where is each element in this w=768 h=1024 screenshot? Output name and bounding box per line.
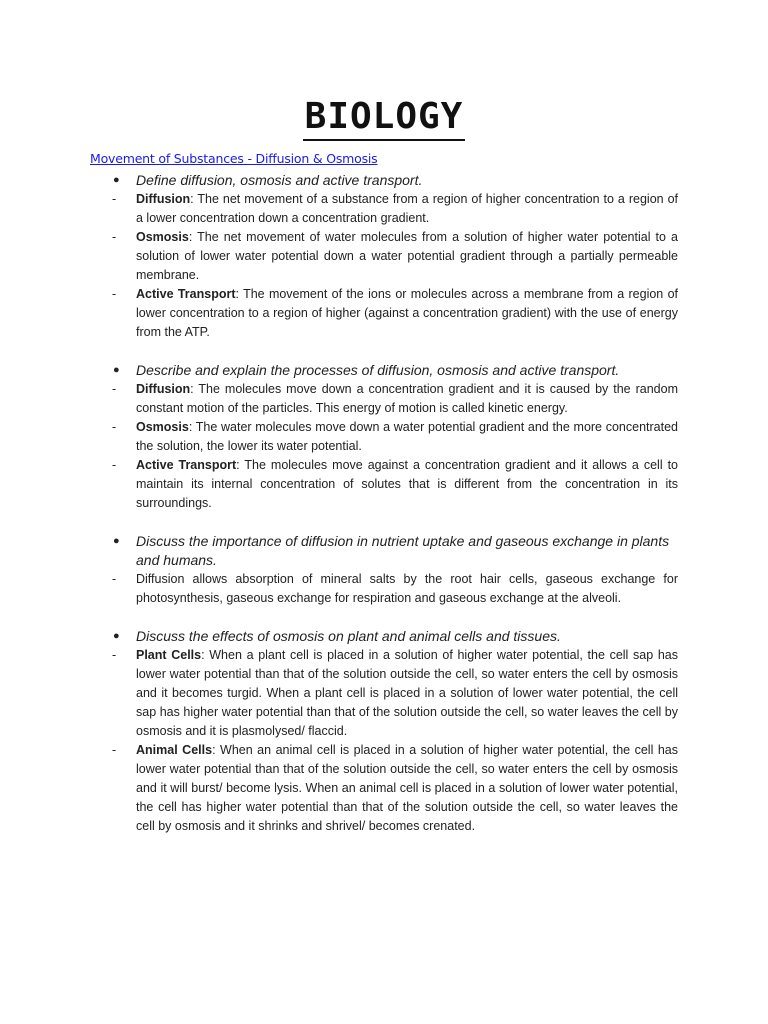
dash-marker: - (112, 648, 117, 662)
item-text: : When an animal cell is placed in a solution of higher water potential, the cell has lower water potential than that of the solution outside the cell, so water enters the cell by osmosis and it will burst/ become lysis. When an animal cell is placed in a solution of lower water potential, the cell has higher water potential than that of the solution outside the cell, so water leaves the cell by osmosis and it shrinks and shrivel/ becomes crenated. (136, 743, 679, 833)
section-processes (0, 361, 768, 513)
bullet-icon: ● (113, 174, 120, 186)
item-text: : The molecules move against a concentration gradient and it allows a cell to maintain its internal concentration of solutes that is different from the concentration in its surroundings. (136, 458, 679, 510)
item-term: Animal Cells (136, 743, 213, 757)
question-text: Discuss the effects of osmosis on plant and animal cells and tissues. (136, 628, 561, 644)
item-term: Osmosis (136, 230, 189, 244)
section-osmosis-effects (0, 627, 768, 836)
bullet-icon: ● (113, 364, 120, 376)
list-item (0, 570, 768, 608)
item-text: : The water molecules move down a water potential gradient and the more concentrated the solution, the lower its water potential. (136, 420, 678, 453)
bullet-icon: ● (113, 535, 120, 547)
page-title: BIOLOGY (303, 96, 466, 141)
page-title-wrap (0, 96, 768, 141)
dash-marker: - (112, 572, 117, 586)
item-text: : The molecules move down a concentration gradient and it is caused by the random constant motion of the particles. This energy of motion is called kinetic energy. (136, 382, 678, 415)
question-text: Define diffusion, osmosis and active transport. (136, 172, 423, 188)
list-item (0, 418, 768, 456)
list-item (0, 285, 768, 342)
item-term: Plant Cells (136, 648, 202, 662)
dash-marker: - (112, 287, 117, 301)
question (0, 532, 768, 570)
item-term: Active Transport (136, 458, 237, 472)
question (0, 361, 768, 380)
dash-marker: - (112, 420, 117, 434)
item-term: Active Transport (136, 287, 236, 301)
item-text: : The net movement of a substance from a region of higher concentration to a region of a lower concentration down a concentration gradient. (136, 192, 678, 225)
item-text: : The net movement of water molecules from a solution of higher water potential to a solution of lower water potential down a water potential gradient through a partially permeable membrane. (136, 230, 678, 282)
section-diffusion-importance (0, 532, 768, 608)
question-text: Describe and explain the processes of diffusion, osmosis and active transport. (136, 362, 620, 378)
list-item (0, 190, 768, 228)
item-term: Osmosis (136, 420, 189, 434)
section-heading: Movement of Substances - Diffusion & Osmosis (90, 151, 378, 166)
item-text: : The movement of the ions or molecules across a membrane from a region of lower concentration to a region of higher (against a concentration gradient) with the use of energy from the ATP. (136, 287, 678, 339)
list-item (0, 741, 768, 836)
list-item (0, 646, 768, 741)
question-text: Discuss the importance of diffusion in nutrient uptake and gaseous exchange in plants and humans. (136, 533, 670, 568)
list-item (0, 456, 768, 513)
item-term: Diffusion (136, 382, 191, 396)
dash-marker: - (112, 743, 117, 757)
item-text: : When a plant cell is placed in a solution of higher water potential, the cell sap has lower water potential than that of the solution outside the cell, so water enters the cell by osmosis and it becomes turgid. When a plant cell is placed in a solution of lower water potential, the cell sap has higher water potential than that of the solution outside the cell, so water leaves the cell by osmosis and it is plasmolysed/ flaccid. (136, 648, 678, 738)
bullet-icon: ● (113, 630, 120, 642)
item-term: Diffusion (136, 192, 191, 206)
dash-marker: - (112, 382, 117, 396)
question (0, 627, 768, 646)
dash-marker: - (112, 458, 117, 472)
dash-marker: - (112, 230, 117, 244)
section-definitions (0, 171, 768, 342)
question (0, 171, 768, 190)
list-item (0, 228, 768, 285)
document-content (0, 171, 768, 855)
list-item (0, 380, 768, 418)
dash-marker: - (112, 192, 117, 206)
item-text: Diffusion allows absorption of mineral salts by the root hair cells, gaseous exchange for photosynthesis, gaseous exchange for respiration and gaseous exchange at the alveoli. (136, 572, 678, 605)
